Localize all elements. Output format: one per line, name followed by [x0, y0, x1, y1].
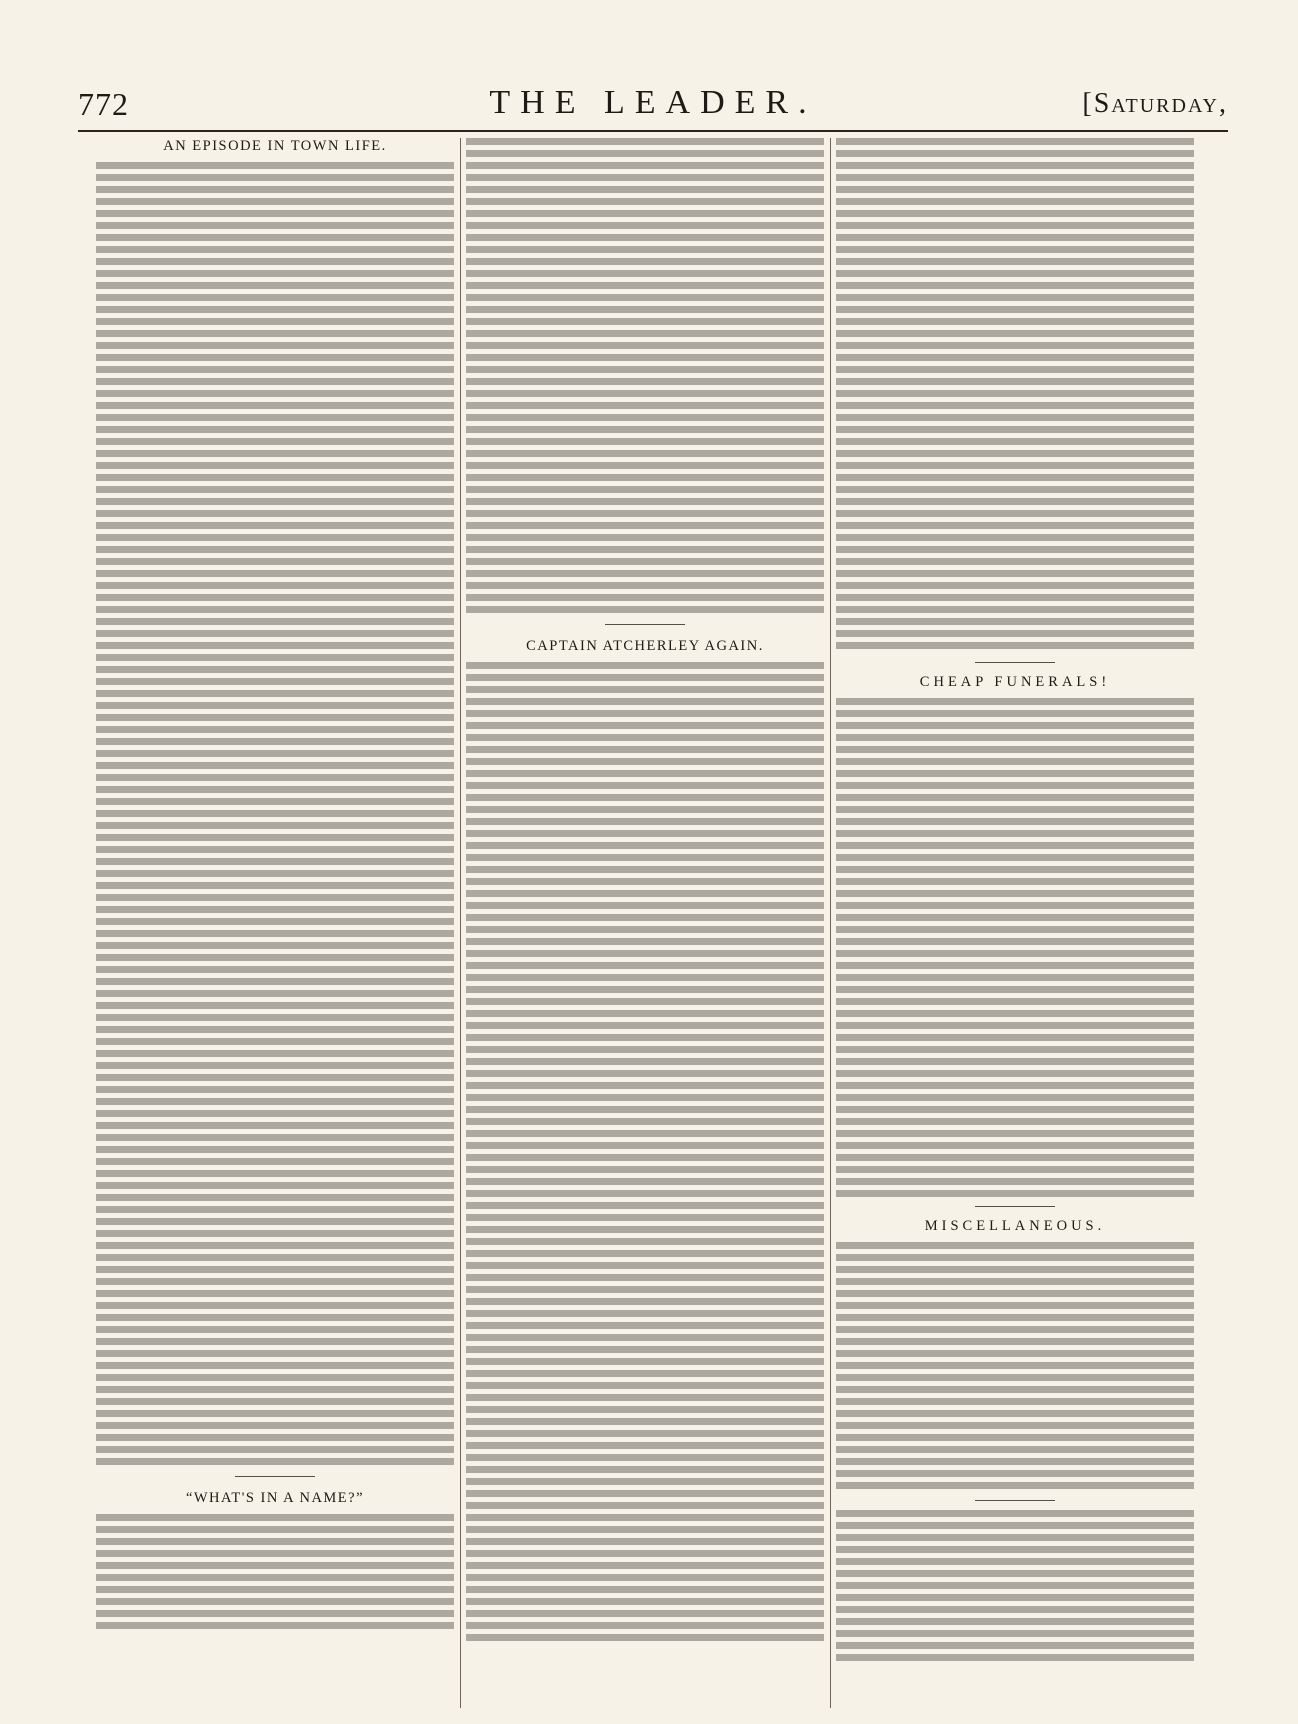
article-body [836, 138, 1194, 654]
article-cheap-funerals [836, 674, 1194, 690]
masthead-rule [78, 130, 1228, 132]
separator-rule [975, 1500, 1055, 1501]
column-divider [460, 138, 461, 1708]
article-headline: “WHAT'S IN A NAME?” [185, 1490, 365, 1506]
column-1 [96, 138, 454, 1718]
column-2 [466, 138, 824, 1718]
article-headline: CAPTAIN ATCHERLEY AGAIN. [526, 638, 764, 654]
separator-rule [605, 624, 685, 625]
article-headline: CHEAP FUNERALS! [919, 674, 1111, 690]
masthead [78, 84, 1228, 124]
column-3 [836, 138, 1194, 1718]
column-divider [830, 138, 831, 1708]
separator-rule [975, 662, 1055, 663]
article-body [836, 1510, 1194, 1666]
paper-title: THE LEADER. [489, 84, 817, 121]
article-body [96, 162, 454, 1470]
article-captain-atcherley-again [466, 638, 824, 654]
article-whats-in-a-name [96, 1490, 454, 1506]
page-number: 772 [78, 86, 129, 122]
separator-rule [235, 1476, 315, 1477]
article-headline: AN EPISODE IN TOWN LIFE. [163, 138, 387, 154]
article-body [836, 698, 1194, 1202]
article-body [836, 1242, 1194, 1494]
article-body [466, 662, 824, 1646]
article-body [466, 138, 824, 618]
issue-day: [Saturday, [1082, 88, 1228, 119]
article-body [96, 1514, 454, 1634]
separator-rule [975, 1206, 1055, 1207]
article-miscellaneous [836, 1218, 1194, 1234]
article-headline: MISCELLANEOUS. [924, 1218, 1106, 1234]
article-episode-in-town-life [96, 138, 454, 154]
